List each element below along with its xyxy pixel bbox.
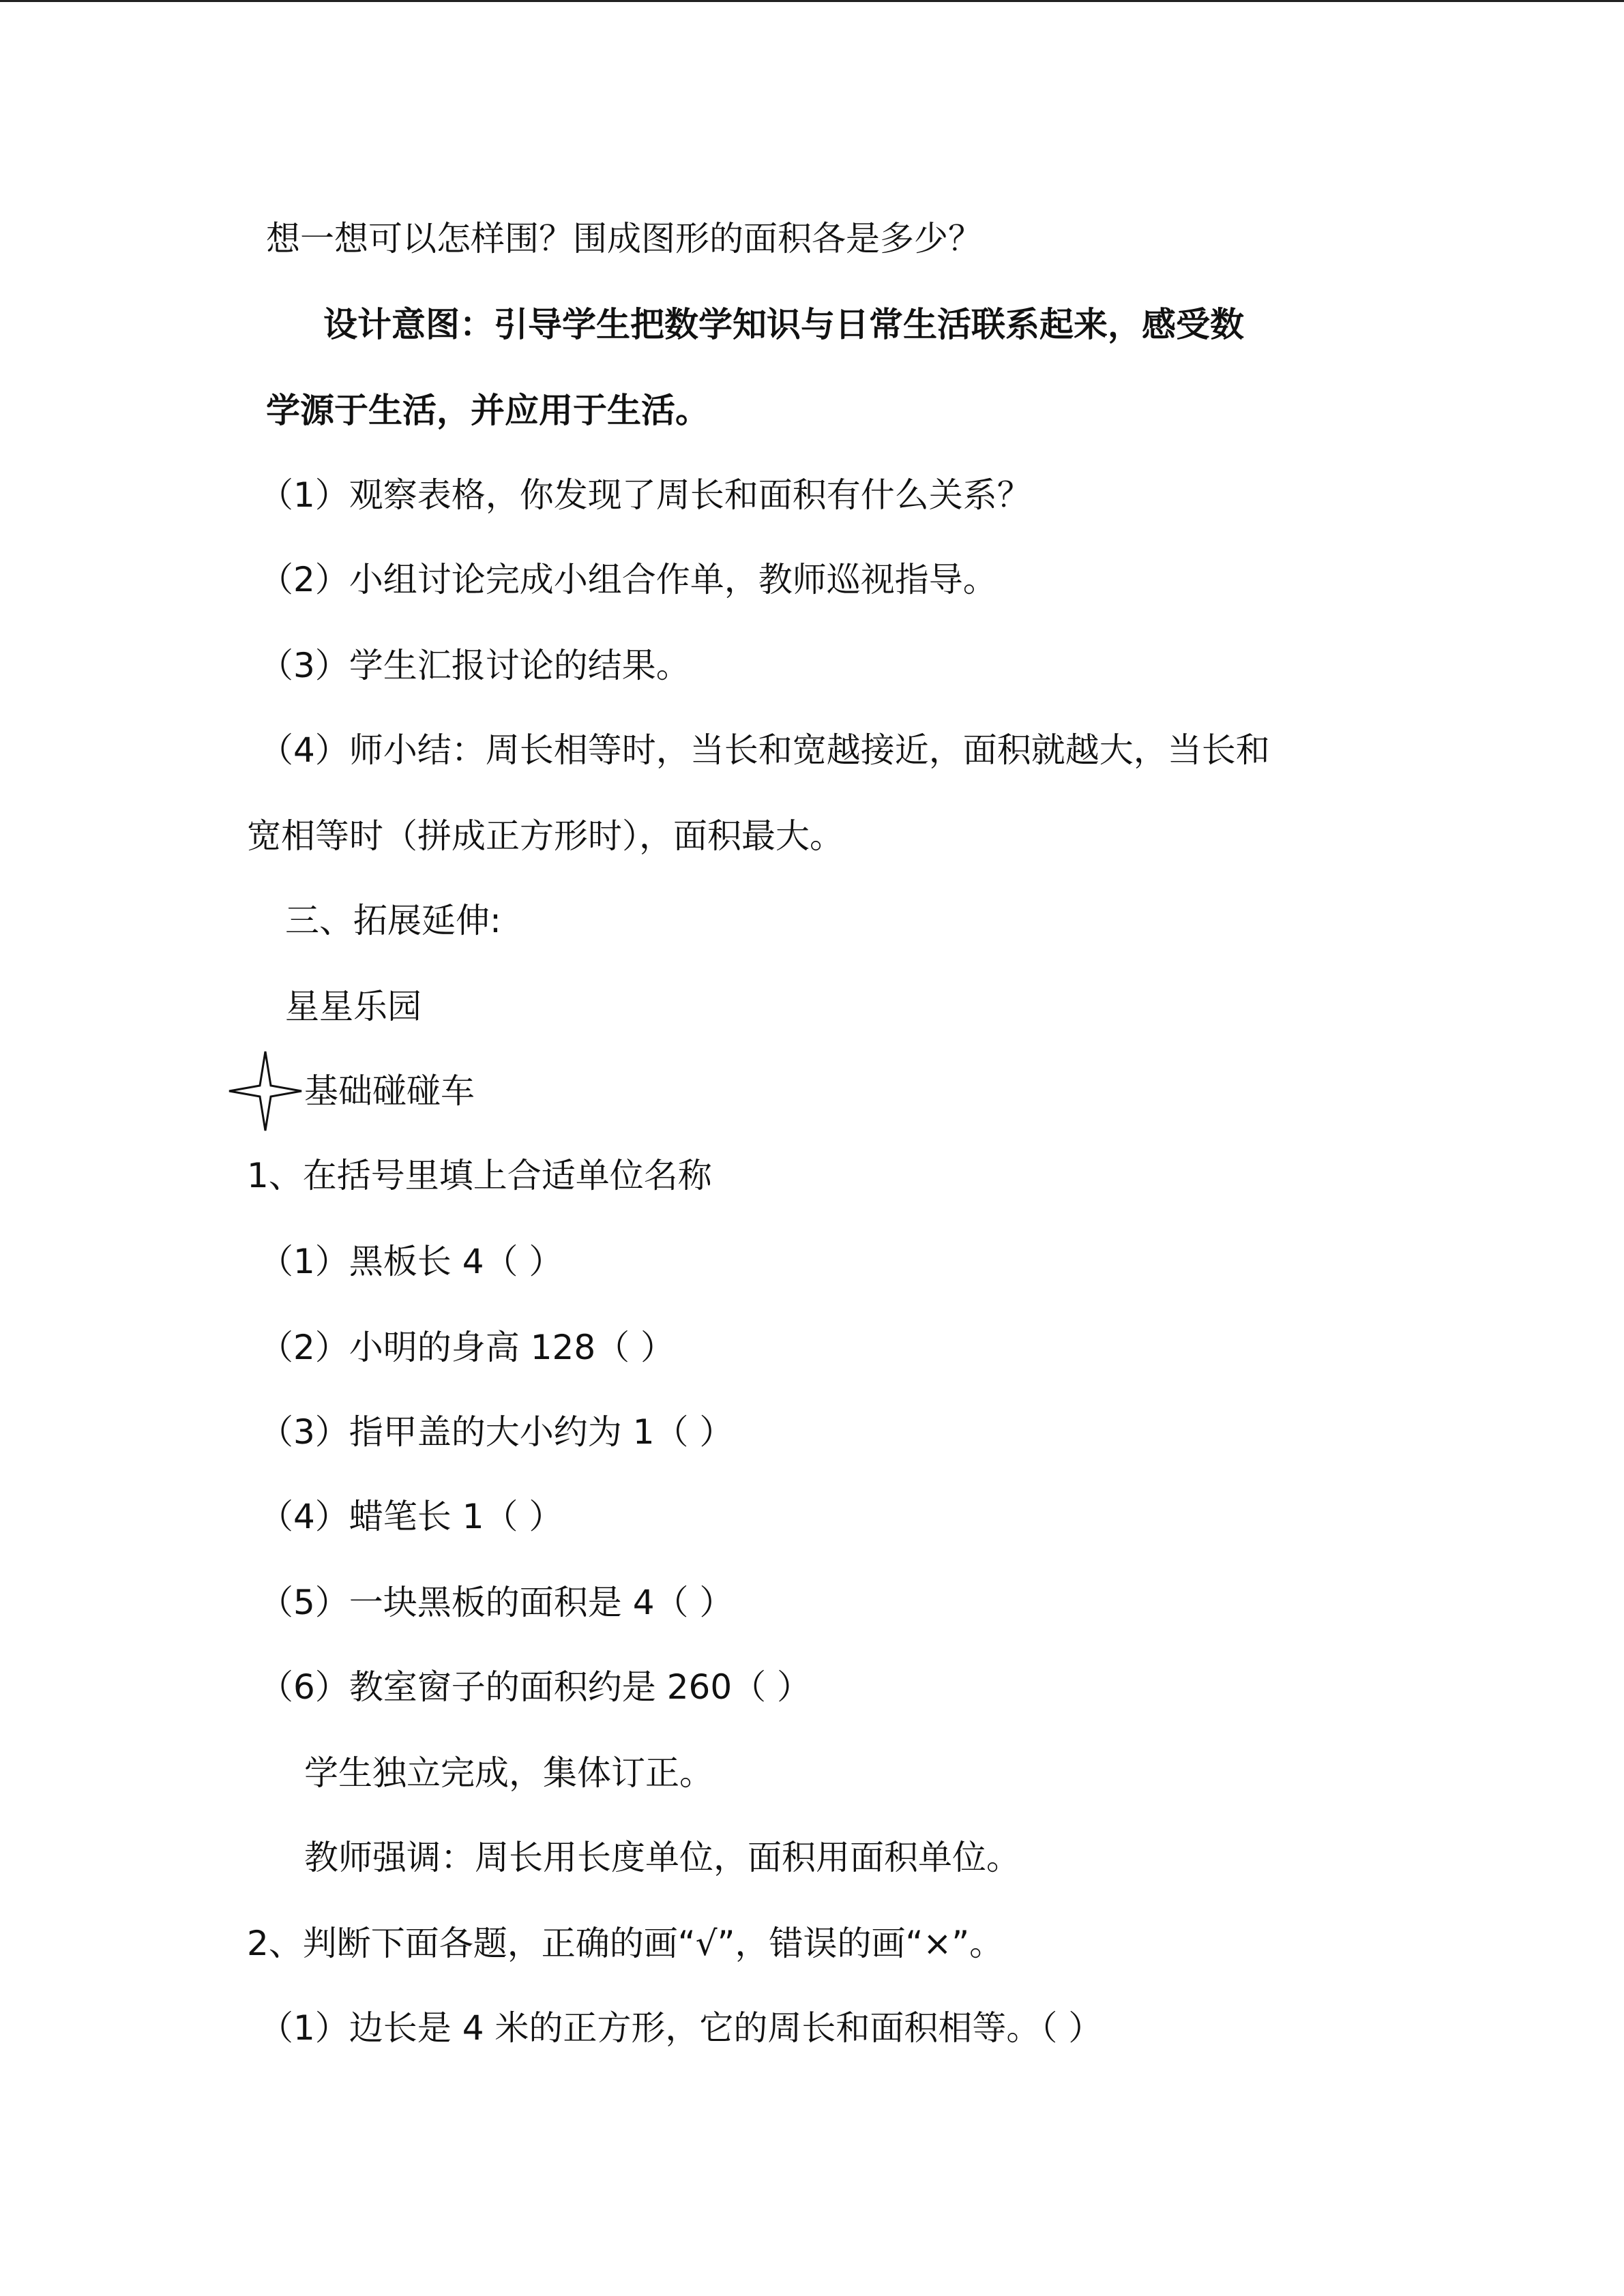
section-heading-extension: 三、拓展延伸: xyxy=(285,901,501,940)
exercise-1-heading: 1、在括号里填上合适单位名称 xyxy=(247,1156,712,1195)
step-4-line-1: （4）师小结：周长相等时，当长和宽越接近，面积就越大，当长和 xyxy=(259,730,1270,770)
step-3: （3）学生汇报讨论的结果。 xyxy=(259,646,690,685)
exercise-1-item-5: （5）一块黑板的面积是 4（ ） xyxy=(259,1583,734,1622)
exercise-1-item-1: （1）黑板长 4（ ） xyxy=(259,1242,563,1281)
exercise-1-item-4: （4）蜡笔长 1（ ） xyxy=(259,1497,563,1536)
exercise-1-item-2: （2）小明的身高 128（ ） xyxy=(259,1328,675,1367)
page-top-border xyxy=(0,0,1624,2)
question-enclose-shapes: 想一想可以怎样围？围成图形的面积各是多少？ xyxy=(266,219,982,258)
exercise-2-heading: 2、判断下面各题，正确的画“√”，错误的画“×”。 xyxy=(247,1924,1004,1963)
exercise-1-item-6: （6）教室窗子的面积约是 260（ ） xyxy=(259,1667,812,1707)
design-intent-line-2: 学源于生活，并应用于生活。 xyxy=(266,391,709,430)
teacher-note-independent: 学生独立完成，集体订正。 xyxy=(304,1753,713,1793)
step-2: （2）小组讨论完成小组合作单，教师巡视指导。 xyxy=(259,560,997,599)
step-1: （1）观察表格，你发现了周长和面积有什么关系？ xyxy=(259,475,1031,515)
four-point-star-icon xyxy=(228,1050,303,1132)
teacher-note-emphasis: 教师强调：周长用长度单位，面积用面积单位。 xyxy=(304,1838,1020,1877)
design-intent-line-1: 设计意图：引导学生把数学知识与日常生活联系起来，感受数 xyxy=(323,305,1244,344)
exercise-2-item-1: （1）边长是 4 米的正方形，它的周长和面积相等。（ ） xyxy=(259,2008,1103,2048)
star-garden-title: 星星乐园 xyxy=(285,987,422,1026)
exercise-1-item-3: （3）指甲盖的大小约为 1（ ） xyxy=(259,1412,734,1452)
basic-bumper-car-title: 基础碰碰车 xyxy=(304,1071,475,1111)
step-4-line-2: 宽相等时（拼成正方形时），面积最大。 xyxy=(247,816,844,856)
